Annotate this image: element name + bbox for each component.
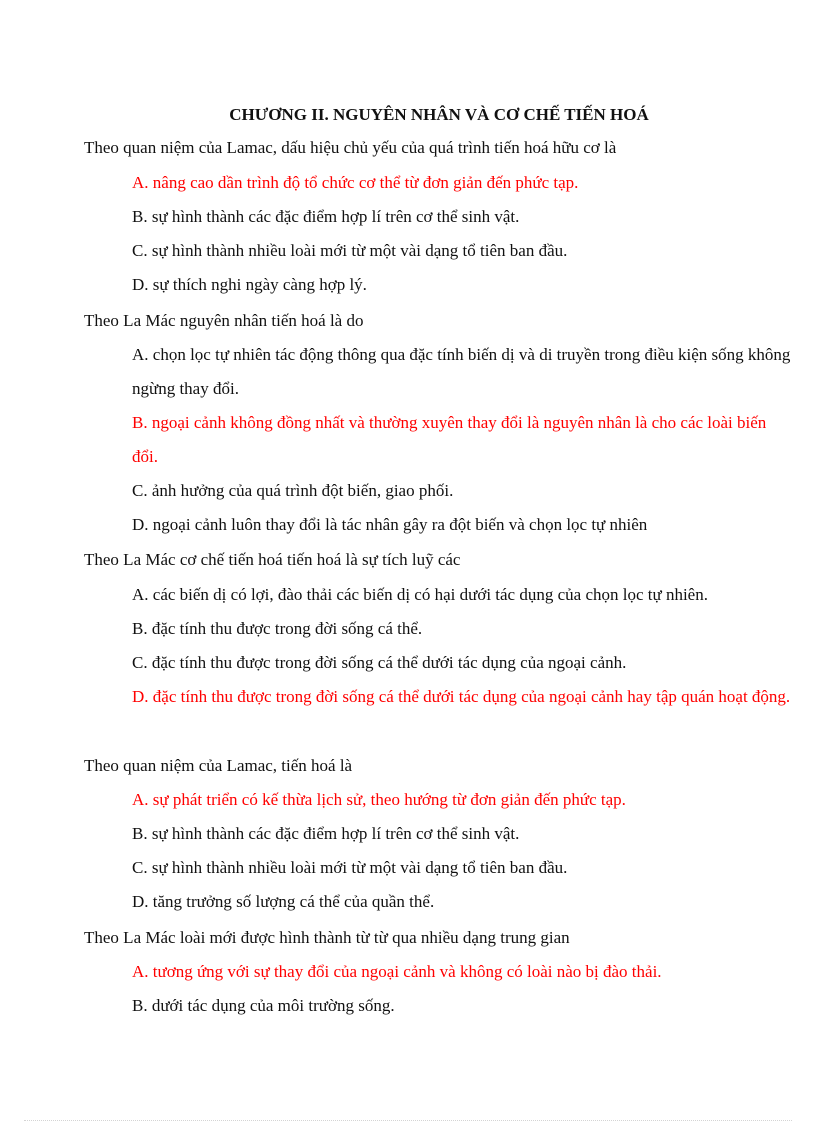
question-4-option-d: D. tăng trưởng số lượng cá thể của quần thể. [132,892,435,911]
question-3-option-d: D. đặc tính thu được trong đời sống cá thể dưới tác dụng của ngoại cảnh hay tập quán hoạt động. [132,687,791,706]
question-1-option-d: D. sự thích nghi ngày càng hợp lý. [132,275,367,294]
question-4-stem: Theo quan niệm của Lamac, tiến hoá là [84,756,353,775]
question-1-option-a: A. nâng cao dần trình độ tổ chức cơ thể từ đơn giản đến phức tạp. [132,173,579,192]
question-4-option-a: A. sự phát triển có kế thừa lịch sử, theo hướng từ đơn giản đến phức tạp. [132,790,626,809]
question-1-stem: Theo quan niệm của Lamac, dấu hiệu chủ yếu của quá trình tiến hoá hữu cơ là [84,138,617,157]
question-3-option-a: A. các biến dị có lợi, đào thải các biến dị có hại dưới tác dụng của chọn lọc tự nhiên. [132,585,708,604]
question-5-option-a: A. tương ứng với sự thay đổi của ngoại cảnh và không có loài nào bị đào thải. [132,962,662,981]
question-2-stem: Theo La Mác nguyên nhân tiến hoá là do [84,311,364,330]
question-2-option-c: C. ảnh hưởng của quá trình đột biến, giao phối. [132,481,454,500]
question-2-option-a: A. chọn lọc tự nhiên tác động thông qua đặc tính biến dị và di truyền trong điều kiện sống không ngừng thay đổi. [132,345,791,398]
question-4-option-c: C. sự hình thành nhiều loài mới từ một vài dạng tổ tiên ban đầu. [132,858,568,877]
chapter-title: CHƯƠNG II. NGUYÊN NHÂN VÀ CƠ CHẾ TIẾN HOÁ [229,105,649,124]
question-1-option-b: B. sự hình thành các đặc điểm hợp lí trên cơ thể sinh vật. [132,207,520,226]
page-bottom-divider [24,1120,792,1121]
question-2-option-b: B. ngoại cảnh không đồng nhất và thường xuyên thay đổi là nguyên nhân là cho các loài biến đổi. [132,413,767,466]
question-3-option-c: C. đặc tính thu được trong đời sống cá thể dưới tác dụng của ngoại cảnh. [132,653,627,672]
question-5-stem: Theo La Mác loài mới được hình thành từ từ qua nhiều dạng trung gian [84,928,570,947]
question-1-option-c: C. sự hình thành nhiều loài mới từ một vài dạng tổ tiên ban đầu. [132,241,568,260]
question-3-option-b: B. đặc tính thu được trong đời sống cá thể. [132,619,423,638]
question-5-option-b: B. dưới tác dụng của môi trường sống. [132,996,395,1015]
question-3-stem: Theo La Mác cơ chế tiến hoá tiến hoá là sự tích luỹ các [84,550,461,569]
question-2-option-d: D. ngoại cảnh luôn thay đổi là tác nhân gây ra đột biến và chọn lọc tự nhiên [132,515,648,534]
question-4-option-b: B. sự hình thành các đặc điểm hợp lí trên cơ thể sinh vật. [132,824,520,843]
